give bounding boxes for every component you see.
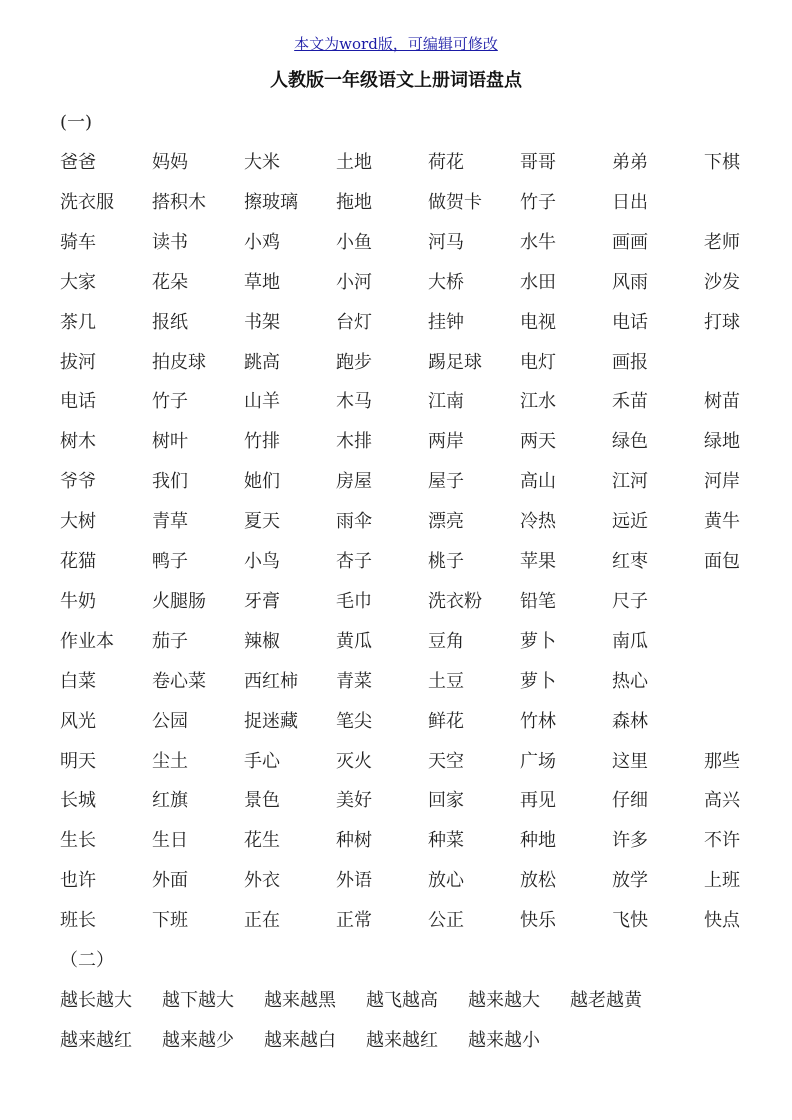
word: 回家 <box>428 790 464 812</box>
word: 电视 <box>520 311 556 333</box>
word: 下棋 <box>704 152 740 173</box>
word: 绿地 <box>704 431 740 453</box>
word: 电话 <box>60 391 96 413</box>
word: 公正 <box>428 910 464 932</box>
word: 越来越红 <box>366 1030 438 1051</box>
word: 竹排 <box>244 431 280 453</box>
word: 长城 <box>60 790 96 812</box>
word: 草地 <box>244 271 280 293</box>
word: 妈妈 <box>152 152 188 173</box>
word: 禾苗 <box>612 391 648 413</box>
word: 森林 <box>612 710 648 732</box>
word: 种菜 <box>428 830 464 852</box>
word: 高兴 <box>704 790 740 812</box>
word: 生长 <box>60 830 96 852</box>
word: 擦玻璃 <box>244 191 298 213</box>
word: 高山 <box>520 471 556 493</box>
word: 雨伞 <box>336 511 372 533</box>
word: 水牛 <box>520 231 556 253</box>
word: 那些 <box>704 750 740 772</box>
word: 荷花 <box>428 152 464 173</box>
word: 铅笔 <box>520 590 556 612</box>
header-link[interactable] <box>0 33 792 54</box>
word: 杏子 <box>336 551 372 572</box>
word: 越来越大 <box>468 990 540 1011</box>
word: 不许 <box>704 830 740 852</box>
word: 卷心菜 <box>152 670 206 692</box>
word: 老师 <box>704 231 740 253</box>
word: 拍皮球 <box>152 351 206 373</box>
word: 牛奶 <box>60 590 96 612</box>
word: 越来越白 <box>264 1030 336 1051</box>
word: 再见 <box>520 790 556 812</box>
section-2-label: （二） <box>60 950 114 971</box>
word: 画报 <box>612 351 648 373</box>
word: 她们 <box>244 471 280 493</box>
word: 越来越红 <box>60 1030 132 1051</box>
word: 黄牛 <box>704 511 740 533</box>
word: 风雨 <box>612 271 648 293</box>
word: 竹子 <box>152 391 188 413</box>
word: 绿色 <box>612 431 648 453</box>
word: 豆角 <box>428 630 464 652</box>
word: 班长 <box>60 910 96 932</box>
word: 苹果 <box>520 551 556 572</box>
word: 小鸡 <box>244 231 280 253</box>
word: 黄瓜 <box>336 630 372 652</box>
word: 竹林 <box>520 710 556 732</box>
word: 外衣 <box>244 870 280 892</box>
word: 越下越大 <box>162 990 234 1011</box>
word: 拖地 <box>336 191 372 213</box>
word: 弟弟 <box>612 152 648 173</box>
word: 仔细 <box>612 790 648 812</box>
word: 踢足球 <box>428 351 482 373</box>
word: 鲜花 <box>428 710 464 732</box>
word: 电话 <box>612 311 648 333</box>
word: 萝卜 <box>520 670 556 692</box>
word: 红旗 <box>152 790 188 812</box>
section-1-label: (一) <box>60 112 93 133</box>
word: 跑步 <box>336 351 372 373</box>
word: 生日 <box>152 830 188 852</box>
word: 山羊 <box>244 391 280 413</box>
word: 青草 <box>152 511 188 533</box>
word: 放学 <box>612 870 648 892</box>
word: 正在 <box>244 910 280 932</box>
word: 鸭子 <box>152 551 188 572</box>
word: 河岸 <box>704 471 740 493</box>
word: 捉迷藏 <box>244 710 298 732</box>
word: 灭火 <box>336 750 372 772</box>
word: 尘土 <box>152 750 188 772</box>
header-link-text[interactable]: 本文为word版，可编辑可修改 <box>294 35 498 53</box>
word: 做贺卡 <box>428 191 482 213</box>
word: 南瓜 <box>612 630 648 652</box>
word: 爸爸 <box>60 152 96 173</box>
word: 越长越大 <box>60 990 132 1011</box>
word: 跳高 <box>244 351 280 373</box>
word: 也许 <box>60 870 96 892</box>
word: 青菜 <box>336 670 372 692</box>
word: 越老越黄 <box>570 990 642 1011</box>
word: 外语 <box>336 870 372 892</box>
word: 茶几 <box>60 311 96 333</box>
word: 风光 <box>60 710 96 732</box>
word: 花朵 <box>152 271 188 293</box>
word: 木马 <box>336 391 372 413</box>
word: 搭积木 <box>152 191 206 213</box>
word: 两天 <box>520 431 556 453</box>
word: 骑车 <box>60 231 96 253</box>
word: 越来越黑 <box>264 990 336 1011</box>
word: 大家 <box>60 271 96 293</box>
word: 漂亮 <box>428 511 464 533</box>
word: 桃子 <box>428 551 464 572</box>
word: 作业本 <box>60 630 114 652</box>
word: 挂钟 <box>428 311 464 333</box>
word: 水田 <box>520 271 556 293</box>
word: 树木 <box>60 431 96 453</box>
page-title: 人教版一年级语文上册词语盘点 <box>270 70 522 91</box>
word: 越来越少 <box>162 1030 234 1051</box>
word: 放心 <box>428 870 464 892</box>
word: 笔尖 <box>336 710 372 732</box>
word: 红枣 <box>612 551 648 572</box>
word: 飞快 <box>612 910 648 932</box>
word: 河马 <box>428 231 464 253</box>
word: 打球 <box>704 311 740 333</box>
word: 天空 <box>428 750 464 772</box>
word: 手心 <box>244 750 280 772</box>
word: 辣椒 <box>244 630 280 652</box>
word: 外面 <box>152 870 188 892</box>
word: 洗衣服 <box>60 191 114 213</box>
word: 上班 <box>704 870 740 892</box>
word: 木排 <box>336 431 372 453</box>
word: 茄子 <box>152 630 188 652</box>
word: 我们 <box>152 471 188 493</box>
word: 树叶 <box>152 431 188 453</box>
word: 屋子 <box>428 471 464 493</box>
word: 画画 <box>612 231 648 253</box>
word: 放松 <box>520 870 556 892</box>
word: 沙发 <box>704 271 740 293</box>
word: 江河 <box>612 471 648 493</box>
word: 冷热 <box>520 511 556 533</box>
word: 爷爷 <box>60 471 96 493</box>
word: 大米 <box>244 152 280 173</box>
word: 土地 <box>336 152 372 173</box>
word: 大桥 <box>428 271 464 293</box>
word: 美好 <box>336 790 372 812</box>
word: 拔河 <box>60 351 96 373</box>
word: 两岸 <box>428 431 464 453</box>
word: 景色 <box>244 790 280 812</box>
word: 种地 <box>520 830 556 852</box>
word: 牙膏 <box>244 590 280 612</box>
word: 下班 <box>152 910 188 932</box>
word: 白菜 <box>60 670 96 692</box>
word: 大树 <box>60 511 96 533</box>
word: 广场 <box>520 750 556 772</box>
word: 许多 <box>612 830 648 852</box>
word: 洗衣粉 <box>428 590 482 612</box>
word: 公园 <box>152 710 188 732</box>
word: 树苗 <box>704 391 740 413</box>
word: 西红柿 <box>244 670 298 692</box>
word: 越来越小 <box>468 1030 540 1051</box>
word: 书架 <box>244 311 280 333</box>
word: 房屋 <box>336 471 372 493</box>
word: 竹子 <box>520 191 556 213</box>
word: 明天 <box>60 750 96 772</box>
word: 越飞越高 <box>366 990 438 1011</box>
word: 日出 <box>612 191 648 213</box>
word: 报纸 <box>152 311 188 333</box>
word: 正常 <box>336 910 372 932</box>
word: 土豆 <box>428 670 464 692</box>
word: 种树 <box>336 830 372 852</box>
word: 火腿肠 <box>152 590 206 612</box>
word: 花生 <box>244 830 280 852</box>
word: 小鸟 <box>244 551 280 572</box>
word: 电灯 <box>520 351 556 373</box>
word: 尺子 <box>612 590 648 612</box>
word: 快点 <box>704 910 740 932</box>
word: 小鱼 <box>336 231 372 253</box>
word: 这里 <box>612 750 648 772</box>
word: 快乐 <box>520 910 556 932</box>
word: 哥哥 <box>520 152 556 173</box>
word: 小河 <box>336 271 372 293</box>
word: 远近 <box>612 511 648 533</box>
word: 夏天 <box>244 511 280 533</box>
word: 毛巾 <box>336 590 372 612</box>
word: 台灯 <box>336 311 372 333</box>
word: 江水 <box>520 391 556 413</box>
word: 面包 <box>704 551 740 572</box>
word: 萝卜 <box>520 630 556 652</box>
word: 江南 <box>428 391 464 413</box>
word: 读书 <box>152 231 188 253</box>
word: 热心 <box>612 670 648 692</box>
word: 花猫 <box>60 551 96 572</box>
